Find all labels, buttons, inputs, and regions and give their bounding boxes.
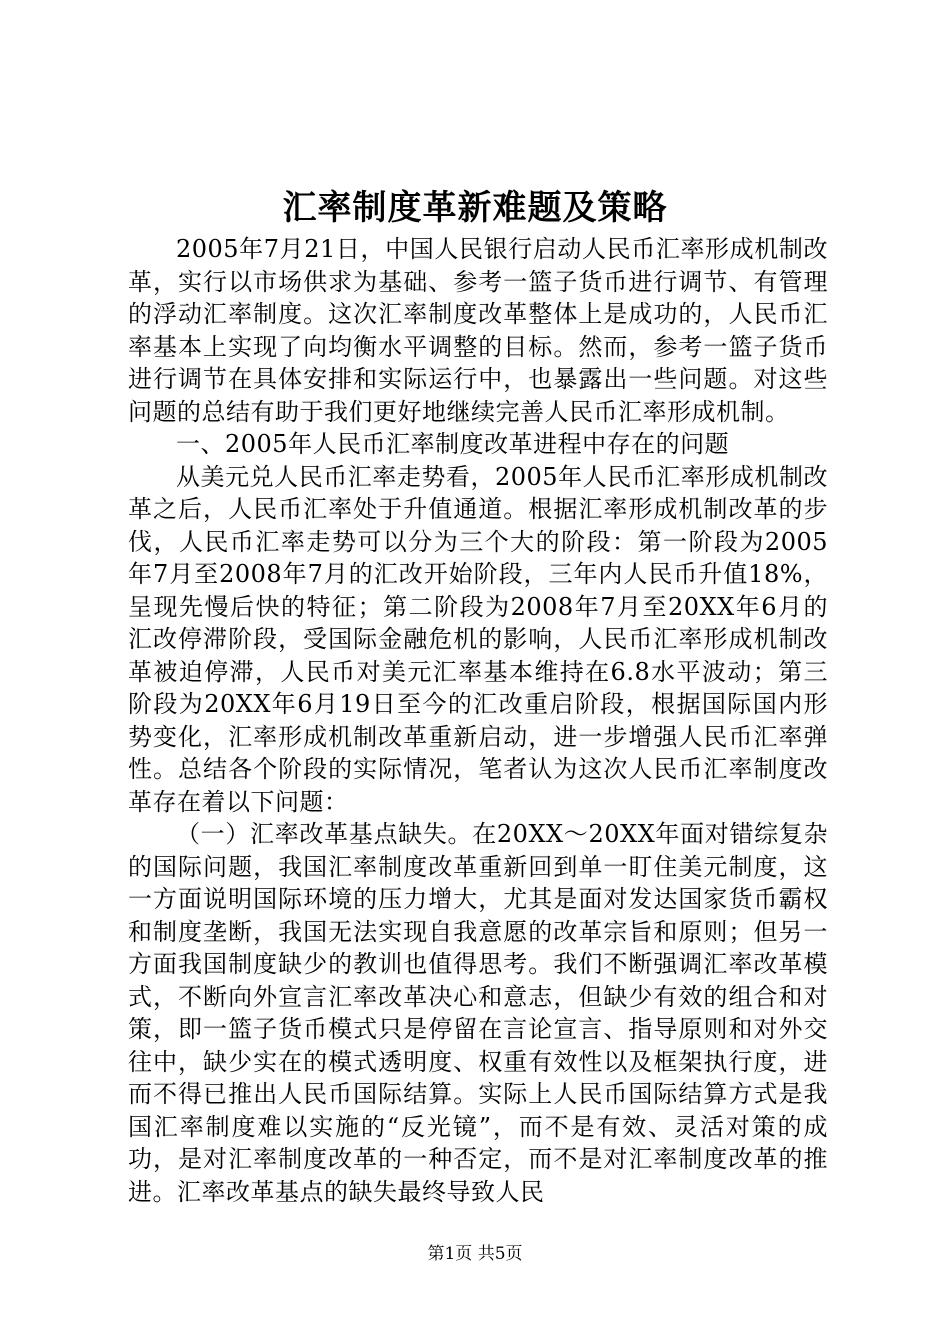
page-footer: 第1页 共5页 [427, 1244, 523, 1264]
paragraph-trend: 从美元兑人民币汇率走势看，2005年人民币汇率形成机制改革之后，人民币汇率处于升值通道。根据汇率形成机制改革的步伐，人民币汇率走势可以分为三个大的阶段：第一阶段为2005年7月至2008年7月的汇改开始阶段，三年内人民币升值18%，呈现先慢后快的特征；第二阶段为2008年7月至20XX年6月的汇改停滞阶段，受国际金融危机的影响，人民币汇率形成机制改革被迫停滞，人民币对美元汇率基本维持在6.8水平波动；第三阶段为20XX年6月19日至今的汇改重启阶段，根据国际国内形势变化，汇率形成机制改革重新启动，进一步增强人民币汇率弹性。总结各个阶段的实际情况，笔者认为这次人民币汇率制度改革存在着以下问题： [128, 462, 828, 816]
paragraph-issue-1: （一）汇率改革基点缺失。在20XX～20XX年面对错综复杂的国际问题，我国汇率制度改革重新回到单一盯住美元制度，这一方面说明国际环境的压力增大，尤其是面对发达国家货币霸权和制度垄断，我国无法实现自我意愿的改革宗旨和原则；但另一方面我国制度缺少的教训也值得思考。我们不断强调汇率改革模式，不断向外宣言汇率改革决心和意志，但缺少有效的组合和对策，即一篮子货币模式只是停留在言论宣言、指导原则和对外交往中，缺少实在的模式透明度、权重有效性以及框架执行度，进而不得已推出人民币国际结算。实际上人民币国际结算方式是我国汇率制度难以实施的“反光镜”，而不是有效、灵活对策的成功，是对汇率制度改革的一种否定，而不是对汇率制度改革的推进。汇率改革基点的缺失最终导致人民 [128, 820, 828, 1206]
paragraph-intro: 2005年7月21日，中国人民银行启动人民币汇率形成机制改革，实行以市场供求为基础、参考一篮子货币进行调节、有管理的浮动汇率制度。这次汇率制度改革整体上是成功的，人民币汇率基本上实现了向均衡水平调整的目标。然而，参考一篮子货币进行调节在具体安排和实际运行中，也暴露出一些问题。对这些问题的总结有助于我们更好地继续完善人民币汇率形成机制。 [128, 235, 828, 426]
section-heading-1: 一、2005年人民币汇率制度改革进程中存在的问题 [176, 430, 730, 458]
document-body [128, 233, 828, 1208]
document-title: 汇率制度革新难题及策略 [282, 188, 668, 228]
